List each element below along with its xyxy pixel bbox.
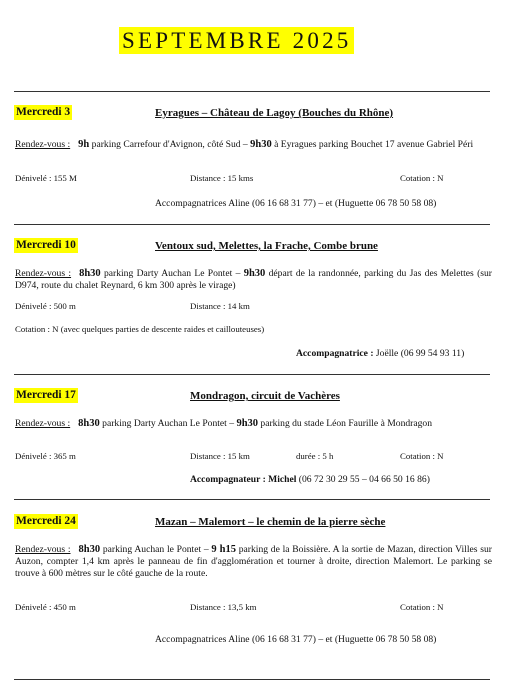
rendezvous-text: parking Darty Auchan Le Pontet – xyxy=(99,418,237,429)
event-title: Mondragon, circuit de Vachères xyxy=(190,390,340,402)
denivele: Dénivelé : 365 m xyxy=(15,451,76,461)
denivele: Dénivelé : 500 m xyxy=(15,301,76,311)
rendezvous-time: 9h30 xyxy=(243,268,266,279)
event-date: Mercredi 24 xyxy=(16,515,76,527)
divider xyxy=(14,374,490,375)
event-date: Mercredi 10 xyxy=(16,239,76,251)
cotation: Cotation : N xyxy=(400,451,444,461)
cotation: Cotation : N (avec quelques parties de descente raides et caillouteuses) xyxy=(15,324,265,334)
divider xyxy=(14,91,490,92)
rendezvous-text: parking de la Boissière. A la sortie de Mazan, direction Villes sur Auzon, compter 1,4 km après le panneau de fin d'agglomération et tourner à droite, direction Malemort. Le parking se trouve à 600 mètres sur le côté gauche de la route. xyxy=(15,544,492,579)
event-title: Mazan – Malemort – le chemin de la pierre sèche xyxy=(155,516,386,528)
rendezvous-label: Rendez-vous : xyxy=(15,544,71,555)
rendezvous-label: Rendez-vous : xyxy=(15,418,71,429)
cotation: Cotation : N xyxy=(400,602,444,612)
accompagnateur-text: (06 72 30 29 55 – 04 66 50 16 86) xyxy=(296,474,430,485)
rendezvous-text: parking Carrefour d'Avignon, côté Sud – xyxy=(89,139,251,150)
distance: Distance : 15 km xyxy=(190,451,250,461)
divider xyxy=(14,499,490,500)
accompagnateur-label: Accompagnateur : Michel xyxy=(190,474,297,485)
accompagnateur xyxy=(190,474,430,485)
distance: Distance : 14 km xyxy=(190,301,250,311)
accompagnateur-label: Accompagnatrice : xyxy=(296,348,374,359)
rendezvous-time: 9h30 xyxy=(236,418,259,429)
rendezvous-time: 9h30 xyxy=(250,139,272,150)
event-title: Eyragues – Château de Lagoy (Bouches du Rhône) xyxy=(155,107,394,119)
page-title: SEPTEMBRE 2025 xyxy=(119,27,354,54)
event-rendezvous xyxy=(15,544,492,580)
accompagnateurs: Accompagnatrices Aline (06 16 68 31 77) – et (Huguette 06 78 50 58 08) xyxy=(155,634,437,645)
denivele: Dénivelé : 450 m xyxy=(15,602,76,612)
event-rendezvous xyxy=(15,418,492,430)
rendezvous-time: 8h30 xyxy=(78,544,101,555)
event-date: Mercredi 3 xyxy=(16,106,71,118)
divider xyxy=(14,224,490,225)
rendezvous-text: à Eyragues parking Bouchet 17 avenue Gabriel Péri xyxy=(271,139,474,150)
event-date: Mercredi 17 xyxy=(16,389,76,401)
rendezvous-text: parking du stade Léon Faurille à Mondragon xyxy=(258,418,433,429)
divider xyxy=(14,679,490,680)
rendezvous-time: 9h xyxy=(78,139,90,150)
accompagnateur-text: Joëlle (06 99 54 93 11) xyxy=(373,348,465,359)
rendezvous-time: 9 h15 xyxy=(211,544,236,555)
event-rendezvous xyxy=(15,139,492,151)
duree: durée : 5 h xyxy=(296,451,334,461)
rendezvous-label: Rendez-vous : xyxy=(15,139,71,150)
denivele: Dénivelé : 155 M xyxy=(15,173,77,183)
rendezvous-text: départ de la randonnée, parking du Jas des Melettes (sur D974, route du chalet Reynard, 6 km 300 après le virage) xyxy=(15,268,492,291)
accompagnateur xyxy=(296,348,464,359)
distance: Distance : 13,5 km xyxy=(190,602,257,612)
event-title: Ventoux sud, Melettes, la Frache, Combe brune xyxy=(155,240,378,252)
accompagnateurs: Accompagnatrices Aline (06 16 68 31 77) – et (Huguette 06 78 50 58 08) xyxy=(155,198,437,209)
rendezvous-time: 8h30 xyxy=(78,418,100,429)
rendezvous-time: 8h30 xyxy=(79,268,101,279)
cotation: Cotation : N xyxy=(400,173,444,183)
rendezvous-text: parking Auchan le Pontet – xyxy=(100,544,212,555)
event-rendezvous xyxy=(15,268,492,292)
rendezvous-text: parking Darty Auchan Le Pontet – xyxy=(100,268,244,279)
distance: Distance : 15 kms xyxy=(190,173,254,183)
rendezvous-label: Rendez-vous : xyxy=(15,268,72,279)
